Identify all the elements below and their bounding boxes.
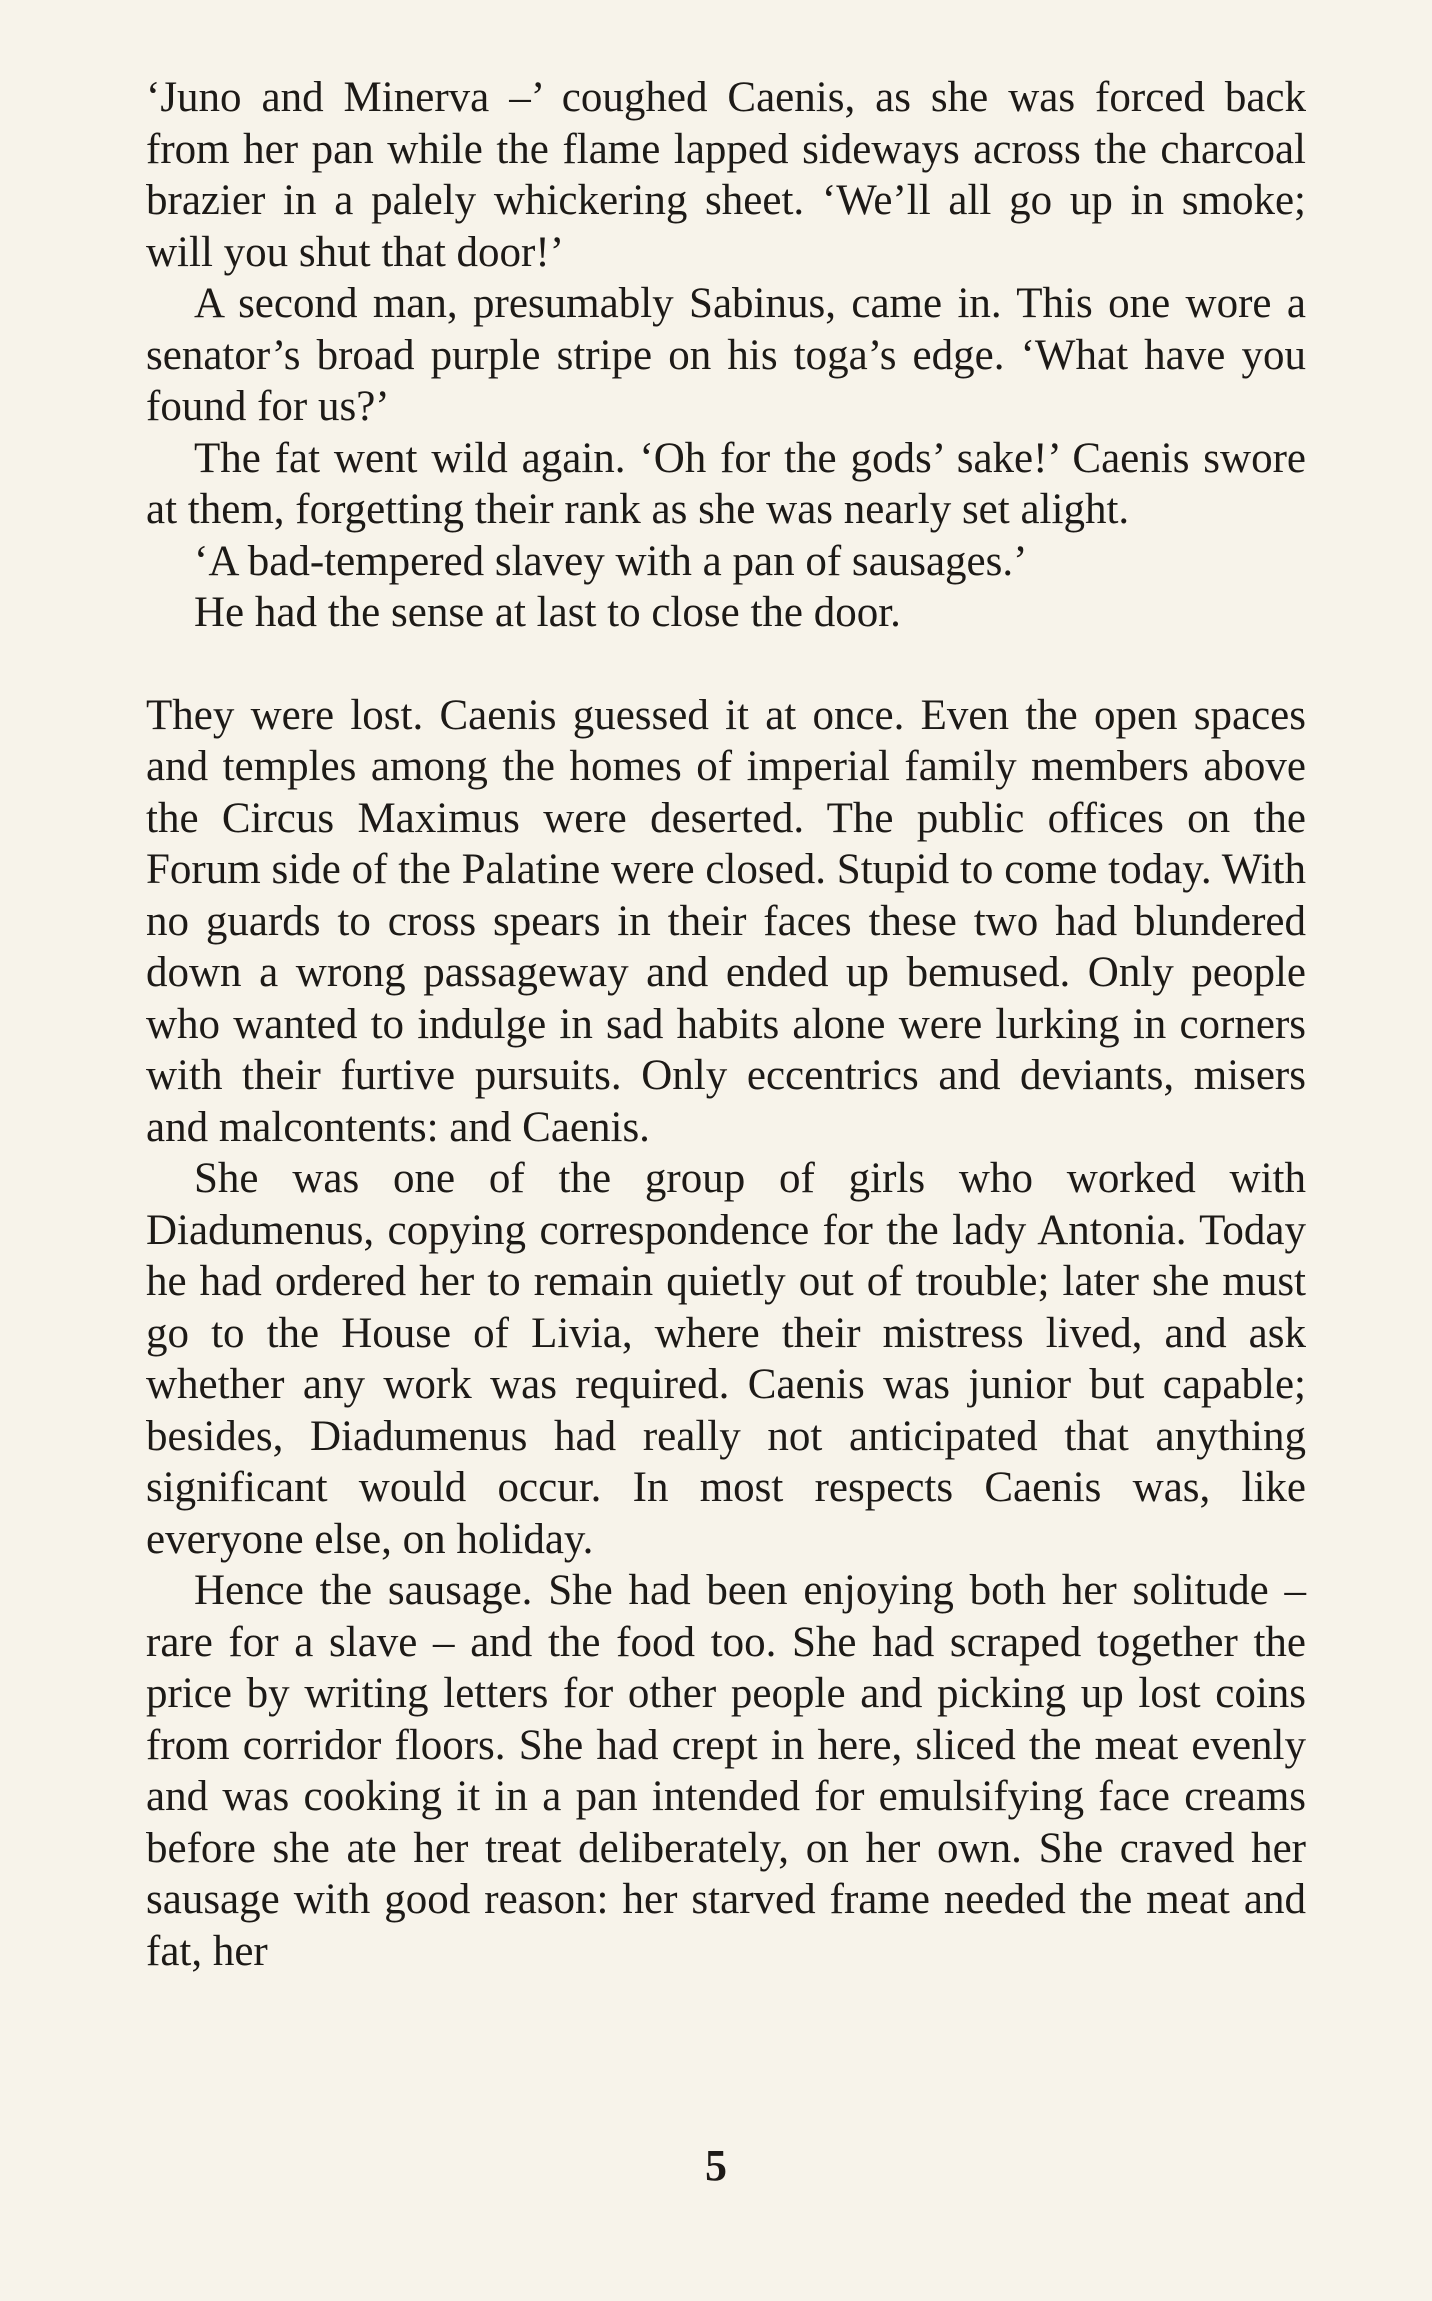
paragraph: ‘Juno and Minerva –’ coughed Caenis, as she was forced back from her pan while the flame lapped sideways across the charcoal brazier in a palely whickering sheet. ‘We’ll all go up in smoke; will you shut that door!’: [146, 74, 1306, 276]
paragraph: They were lost. Caenis guessed it at once. Even the open spaces and temples among the homes of imperial family members above the Circus Maximus were deserted. The public offices on the Forum side of the Palatine were closed. Stupid to come today. With no guards to cross spears in their faces these two had blundered down a wrong passageway and ended up bemused. Only people who wanted to indulge in sad habits alone were lurking in corners with their furtive pursuits. Only eccentrics and deviants, misers and malcontents: and Caenis.: [146, 691, 1306, 1151]
paragraph: ‘A bad-tempered slavey with a pan of sausages.’: [194, 537, 1028, 585]
page-number: 5: [705, 2141, 727, 2190]
paragraph: She was one of the group of girls who worked with Diadumenus, copying correspondence for the lady Antonia. Today he had ordered her to remain quietly out of trouble; later she must go to the House of Livia, where their mistress lived, and ask whether any work was required. Caenis was junior but capable; besides, Diadumenus had really not anticipated that anything significant would occur. In most respects Caenis was, like everyone else, on holiday.: [146, 1155, 1306, 1563]
body-text: [146, 72, 1306, 1977]
paragraph: Hence the sausage. She had been enjoying both her solitude – rare for a slave – and the food too. She had scraped together the price by writing letters for other people and picking up lost coins from corridor floors. She had crept in here, sliced the meat evenly and was cooking it in a pan intended for emulsifying face creams before she ate her treat deliberately, on her own. She craved her sausage with good reason: her starved frame needed the meat and fat, her: [146, 1567, 1306, 1975]
paragraph: The fat went wild again. ‘Oh for the gods’ sake!’ Caenis swore at them, forgetting their rank as she was nearly set alight.: [146, 434, 1306, 533]
paragraph: He had the sense at last to close the door.: [194, 589, 901, 636]
paragraph: A second man, presumably Sabinus, came in. This one wore a senator’s broad purple stripe on his toga’s edge. ‘What have you found for us?’: [146, 280, 1306, 430]
